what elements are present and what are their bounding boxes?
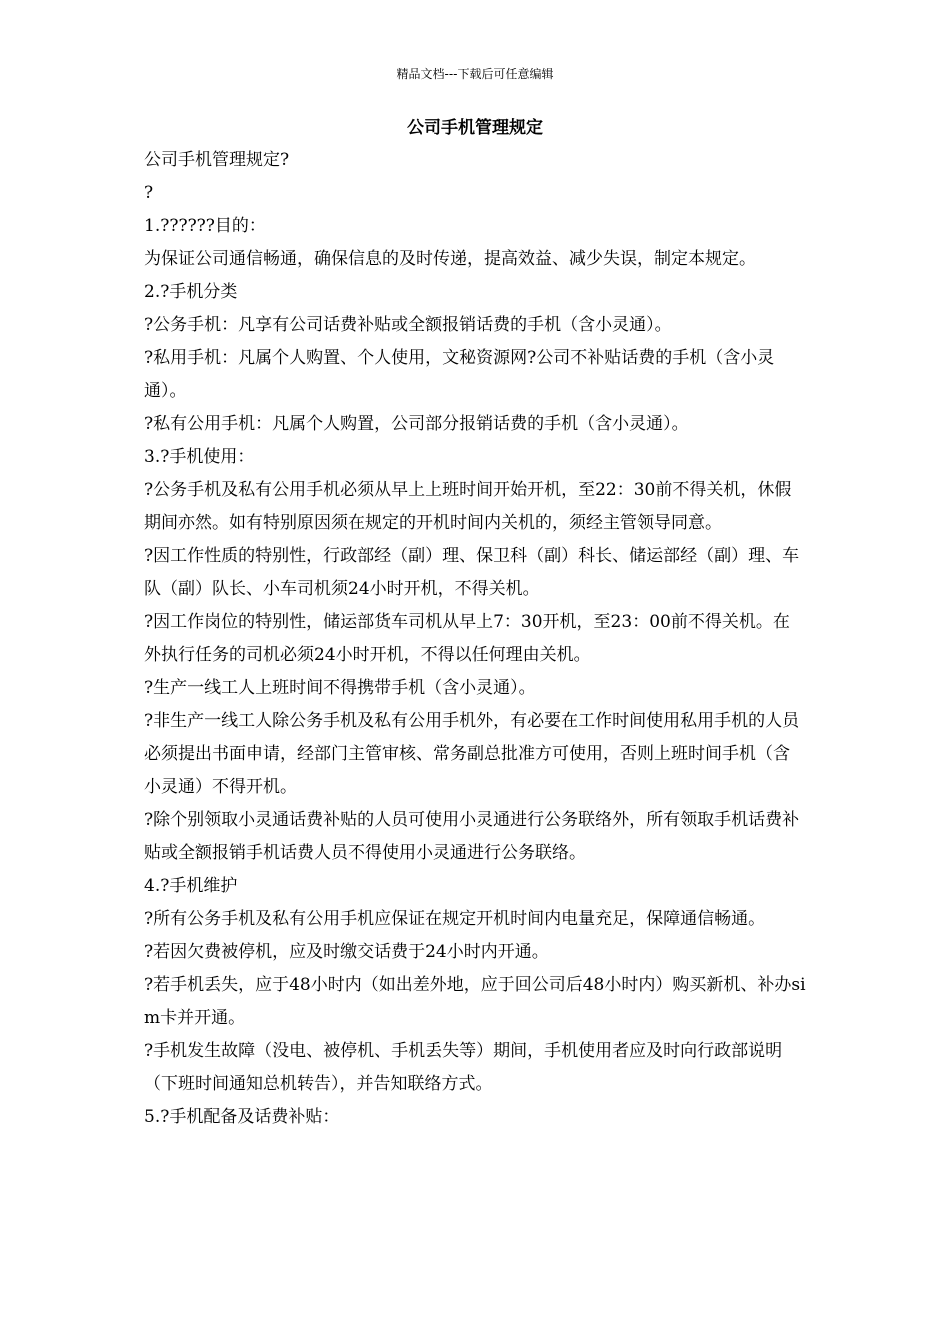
document-body [144,144,806,1134]
list-item: ?生产一线工人上班时间不得携带手机（含小灵通）。 [144,678,536,698]
list-item: ?私有公用手机：凡属个人购置，公司部分报销话费的手机（含小灵通）。 [144,414,689,434]
paragraph: ? [144,183,154,203]
section-heading: 3.?手机使用： [144,447,255,467]
list-item: ?公务手机：凡享有公司话费补贴或全额报销话费的手机（含小灵通）。 [144,315,672,335]
list-item: ?因工作性质的特别性，行政部经（副）理、保卫科（副）科长、储运部经（副）理、车队（副）队长、小车司机须24小时开机，不得关机。 [144,546,800,599]
section-heading: 1.??????目的： [144,216,266,236]
paragraph: 公司手机管理规定? [144,150,290,170]
list-item: ?除个别领取小灵通话费补贴的人员可使用小灵通进行公务联络外，所有领取手机话费补贴或全额报销手机话费人员不得使用小灵通进行公务联络。 [144,810,800,863]
section-heading: 2.?手机分类 [144,282,238,302]
section-heading: 5.?手机配备及话费补贴： [144,1107,340,1127]
list-item: ?因工作岗位的特别性，储运部货车司机从早上7：30开机，至23：00前不得关机。在外执行任务的司机必须24小时开机，不得以任何理由关机。 [144,612,790,665]
list-item: ?若手机丢失，应于48小时内（如出差外地，应于回公司后48小时内）购买新机、补办sim卡并开通。 [144,975,806,1028]
list-item: ?手机发生故障（没电、被停机、手机丢失等）期间，手机使用者应及时向行政部说明（下班时间通知总机转告），并告知联络方式。 [144,1041,783,1094]
list-item: ?私用手机：凡属个人购置、个人使用，文秘资源网?公司不补贴话费的手机（含小灵通）。 [144,348,775,401]
list-item: ?非生产一线工人除公务手机及私有公用手机外，有必要在工作时间使用私用手机的人员必须提出书面申请，经部门主管审核、常务副总批准方可使用，否则上班时间手机（含小灵通）不得开机。 [144,711,800,797]
list-item: ?公务手机及私有公用手机必须从早上上班时间开始开机，至22：30前不得关机，休假期间亦然。如有特别原因须在规定的开机时间内关机的，须经主管领导同意。 [144,480,792,533]
page-header-watermark: 精品文档---下载后可任意编辑 [396,67,554,81]
document-title: 公司手机管理规定 [407,118,543,138]
list-item: ?所有公务手机及私有公用手机应保证在规定开机时间内电量充足，保障通信畅通。 [144,909,766,929]
list-item: ?若因欠费被停机，应及时缴交话费于24小时内开通。 [144,942,549,962]
section-heading: 4.?手机维护 [144,876,238,896]
paragraph: 为保证公司通信畅通，确保信息的及时传递，提高效益、减少失误，制定本规定。 [144,249,756,269]
